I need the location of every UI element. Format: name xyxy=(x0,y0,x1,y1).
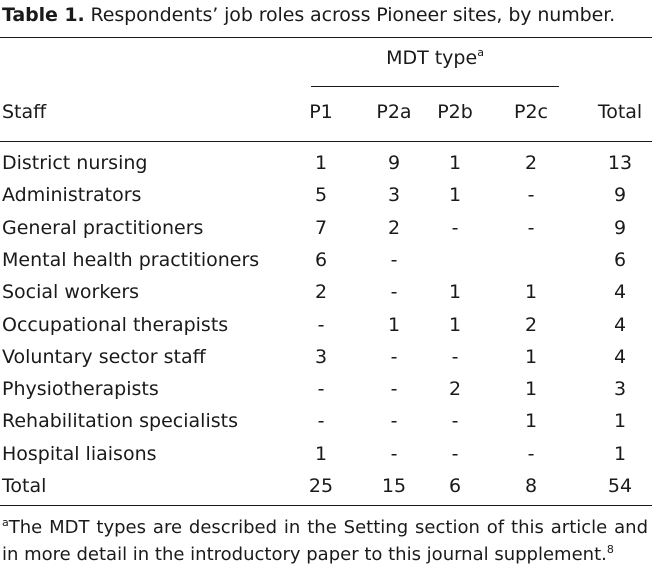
cell-p2b: 2 xyxy=(448,378,462,401)
cell-p2b: - xyxy=(451,442,459,465)
footnote-marker: a xyxy=(2,516,9,529)
bottom-rule xyxy=(0,505,652,506)
cell-p2c: - xyxy=(527,216,535,239)
cell-staff: Occupational therapists xyxy=(2,313,229,336)
cell-p1: - xyxy=(317,410,325,433)
cell-p2a: 3 xyxy=(387,184,401,207)
cell-total: 1 xyxy=(613,410,627,433)
table-row xyxy=(0,438,652,470)
cell-staff: Voluntary sector staff xyxy=(2,345,206,368)
cell-p2a: - xyxy=(390,248,398,271)
cell-p1: - xyxy=(317,313,325,336)
cell-staff: Mental health practitioners xyxy=(2,248,260,271)
cell-staff: Total xyxy=(2,475,47,497)
cell-p2c: 8 xyxy=(524,475,538,497)
footnote-text: The MDT types are described in the Setting section of this article and in more detail in the introductory paper to this journal supplement. xyxy=(2,517,648,565)
cell-total: 1 xyxy=(613,442,627,465)
cell-p1: 25 xyxy=(308,475,334,497)
cell-p2c: 1 xyxy=(524,378,538,401)
table-row xyxy=(0,244,652,276)
table-caption xyxy=(2,4,615,26)
cell-total: 3 xyxy=(613,378,627,401)
col-header-p2a: P2a xyxy=(376,101,412,123)
cell-p2b: 1 xyxy=(448,152,462,174)
cell-p2c: 1 xyxy=(524,281,538,304)
cell-p2b: 1 xyxy=(448,313,462,336)
caption-text: Respondents’ job roles across Pioneer sites, by number. xyxy=(90,4,616,26)
cell-p2a: - xyxy=(390,442,398,465)
table-label: Table 1. xyxy=(2,4,85,26)
col-header-p2b: P2b xyxy=(437,101,473,123)
cell-p2c: - xyxy=(527,184,535,207)
cell-p2b: - xyxy=(451,216,459,239)
cell-staff: District nursing xyxy=(2,152,148,174)
table-row xyxy=(0,147,652,179)
cell-p2c: 1 xyxy=(524,410,538,433)
cell-total: 54 xyxy=(607,475,633,497)
cell-total: 13 xyxy=(607,152,633,174)
cell-p2a: 9 xyxy=(387,152,401,174)
table-row xyxy=(0,341,652,373)
cell-p1: - xyxy=(317,378,325,401)
table-row xyxy=(0,405,652,437)
cell-p2c: - xyxy=(527,442,535,465)
cell-total: 4 xyxy=(613,313,627,336)
col-header-p1: P1 xyxy=(309,101,333,123)
cell-staff: Rehabilitation specialists xyxy=(2,410,238,433)
cell-staff: General practitioners xyxy=(2,216,204,239)
cell-p2a: - xyxy=(390,345,398,368)
cell-p2b: 1 xyxy=(448,184,462,207)
cell-p1: 1 xyxy=(314,442,328,465)
table-row-total xyxy=(0,470,652,502)
cell-p2c: 2 xyxy=(524,152,538,174)
cell-total: 9 xyxy=(613,184,627,207)
top-rule xyxy=(0,37,652,38)
cell-p2b: - xyxy=(451,410,459,433)
mdt-type-footnote-marker: a xyxy=(477,46,484,59)
cell-p1: 3 xyxy=(314,345,328,368)
col-header-staff: Staff xyxy=(2,101,47,123)
cell-staff: Hospital liaisons xyxy=(2,442,157,465)
cell-p2a: 15 xyxy=(381,475,407,497)
table-row xyxy=(0,276,652,308)
col-header-total: Total xyxy=(597,101,643,123)
cell-p2b: 6 xyxy=(448,475,462,497)
col-header-p2c: P2c xyxy=(514,101,548,123)
cell-staff: Physiotherapists xyxy=(2,378,159,401)
header-rule xyxy=(0,141,652,142)
cell-p1: 7 xyxy=(314,216,328,239)
cell-p1: 1 xyxy=(314,152,328,174)
cell-p1: 2 xyxy=(314,281,328,304)
mdt-type-label: MDT type xyxy=(386,47,478,69)
cell-total: 9 xyxy=(613,216,627,239)
cell-p2a: 2 xyxy=(387,216,401,239)
cell-p2c: 2 xyxy=(524,313,538,336)
cell-total: 4 xyxy=(613,345,627,368)
footnote-reference: 8 xyxy=(606,543,614,556)
cell-p2a: 1 xyxy=(387,313,401,336)
table-row xyxy=(0,179,652,211)
mdt-spanner-rule xyxy=(311,86,559,87)
cell-p2b: - xyxy=(451,345,459,368)
cell-p1: 6 xyxy=(314,248,328,271)
table-row xyxy=(0,373,652,405)
cell-staff: Social workers xyxy=(2,281,140,304)
cell-total: 6 xyxy=(613,248,627,271)
table-row xyxy=(0,212,652,244)
cell-p1: 5 xyxy=(314,184,328,207)
cell-p2a: - xyxy=(390,281,398,304)
table-row xyxy=(0,309,652,341)
cell-p2b: 1 xyxy=(448,281,462,304)
cell-p2a: - xyxy=(390,378,398,401)
mdt-type-header xyxy=(311,47,559,69)
cell-total: 4 xyxy=(613,281,627,304)
cell-p2c: 1 xyxy=(524,345,538,368)
cell-staff: Administrators xyxy=(2,184,142,207)
table-footnote xyxy=(2,514,648,568)
cell-p2a: - xyxy=(390,410,398,433)
